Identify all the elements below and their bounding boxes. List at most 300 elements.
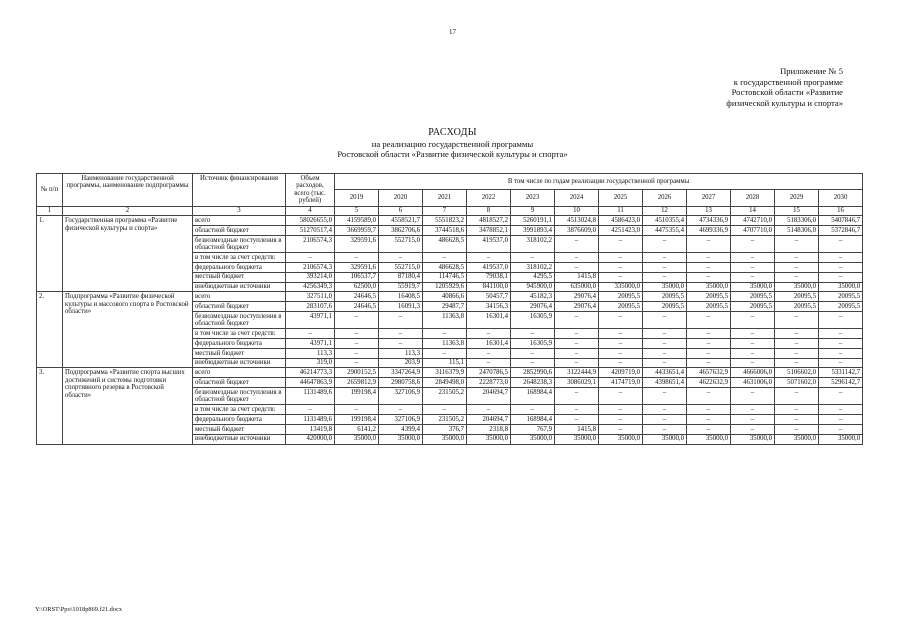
annex-header <box>726 66 843 108</box>
year-value: – <box>335 311 379 328</box>
year-value: – <box>731 339 775 349</box>
year-value: 168984,4 <box>511 415 555 425</box>
year-value: 231505,2 <box>423 388 467 405</box>
year-value: 35000,0 <box>731 434 775 444</box>
column-index: 2 <box>63 206 193 216</box>
years-title-header: В том числе по годам реализации государственной программы <box>335 174 863 190</box>
total-volume: – <box>286 253 335 263</box>
year-value: – <box>731 348 775 358</box>
year-value: – <box>643 253 687 263</box>
total-volume: – <box>286 405 335 415</box>
table-row <box>37 368 863 378</box>
year-value: 5551823,2 <box>423 216 467 226</box>
year-value: 20095,5 <box>775 292 819 302</box>
funding-source: областной бюджет <box>193 378 286 388</box>
year-value: – <box>687 272 731 282</box>
year-value: – <box>819 329 863 339</box>
year-value: – <box>511 348 555 358</box>
column-index: 4 <box>286 206 335 216</box>
year-value: 2659812,9 <box>335 378 379 388</box>
year-value: 5106602,0 <box>775 368 819 378</box>
year-value: 115,1 <box>423 358 467 368</box>
year-value: – <box>335 405 379 415</box>
title-line: Ростовской области «Развитие физической культуры и спорта» <box>337 149 568 160</box>
year-value: – <box>511 329 555 339</box>
total-volume: 51270517,4 <box>286 226 335 236</box>
year-value: – <box>599 329 643 339</box>
year-value: 4174719,0 <box>599 378 643 388</box>
year-value: – <box>467 405 511 415</box>
year-value: – <box>467 253 511 263</box>
year-value: – <box>423 348 467 358</box>
funding-source: в том числе за счет средств: <box>193 253 286 263</box>
year-value: – <box>775 235 819 252</box>
year-value: 29487,7 <box>423 302 467 312</box>
year-value: – <box>599 348 643 358</box>
year-value: – <box>643 311 687 328</box>
year-value: 2648238,3 <box>511 378 555 388</box>
year-value: 16301,4 <box>467 339 511 349</box>
total-volume: 283107,6 <box>286 302 335 312</box>
year-value: 2900152,5 <box>335 368 379 378</box>
year-value: 1415,8 <box>555 272 599 282</box>
year-value: – <box>511 405 555 415</box>
year-value: 35000,0 <box>687 434 731 444</box>
year-value: 11363,8 <box>423 339 467 349</box>
year-value: – <box>379 253 423 263</box>
year-value: 35000,0 <box>819 434 863 444</box>
year-value: – <box>775 311 819 328</box>
year-value: – <box>687 311 731 328</box>
year-value: 24646,5 <box>335 302 379 312</box>
year-value: – <box>731 235 775 252</box>
year-value: – <box>555 311 599 328</box>
year-value: – <box>555 348 599 358</box>
year-header: 2029 <box>775 190 819 206</box>
year-value: 841100,0 <box>467 282 511 292</box>
year-value: – <box>643 358 687 368</box>
year-value: 5071602,0 <box>775 378 819 388</box>
year-value: 4399,4 <box>379 424 423 434</box>
year-value: – <box>819 405 863 415</box>
year-value: 3744518,6 <box>423 226 467 236</box>
col-name-header: Наименование государственной программы, наименование подпрограммы <box>63 174 193 207</box>
year-value: – <box>643 235 687 252</box>
year-value: 113,3 <box>379 348 423 358</box>
year-header: 2021 <box>423 190 467 206</box>
year-value: 329591,6 <box>335 263 379 273</box>
year-value: 114746,5 <box>423 272 467 282</box>
total-volume: 44647863,9 <box>286 378 335 388</box>
total-volume: 1131489,6 <box>286 415 335 425</box>
funding-source: в том числе за счет средств: <box>193 329 286 339</box>
year-value: 3122444,9 <box>555 368 599 378</box>
column-index-row <box>37 206 863 216</box>
program-name: Подпрограмма «Развитие спорта высших достижений и системы подготовки спортивного резерва в Ростовской области» <box>63 368 193 444</box>
year-value: – <box>555 339 599 349</box>
row-number: 1. <box>37 216 63 292</box>
total-volume: 4256349,3 <box>286 282 335 292</box>
year-value: 5372846,7 <box>819 226 863 236</box>
year-value: 4209719,0 <box>599 368 643 378</box>
year-value: – <box>731 424 775 434</box>
total-volume: 43971,1 <box>286 311 335 328</box>
year-value: – <box>555 263 599 273</box>
year-value: 11363,8 <box>423 311 467 328</box>
year-value: – <box>819 311 863 328</box>
funding-source: всего <box>193 292 286 302</box>
year-value: 329591,6 <box>335 235 379 252</box>
total-volume: 58026655,0 <box>286 216 335 226</box>
year-value: – <box>555 253 599 263</box>
year-value: – <box>819 235 863 252</box>
year-value: 168984,4 <box>511 388 555 405</box>
year-value: – <box>423 405 467 415</box>
year-value: 552715,0 <box>379 235 423 252</box>
year-value: – <box>687 415 731 425</box>
year-value: 35000,0 <box>643 434 687 444</box>
year-value: – <box>555 388 599 405</box>
year-value: – <box>555 405 599 415</box>
year-value: – <box>819 339 863 349</box>
funding-source: федерального бюджета <box>193 339 286 349</box>
funding-source: местный бюджет <box>193 424 286 434</box>
funding-source: областной бюджет <box>193 302 286 312</box>
column-index: 3 <box>193 206 286 216</box>
total-volume: 420000,0 <box>286 434 335 444</box>
year-header: 2020 <box>379 190 423 206</box>
year-value: 3347264,9 <box>379 368 423 378</box>
year-value: 20095,5 <box>599 292 643 302</box>
col-source-header: Источник финансирования <box>193 174 286 207</box>
year-value: 419537,0 <box>467 263 511 273</box>
year-value: 35000,0 <box>775 434 819 444</box>
column-index: 13 <box>687 206 731 216</box>
year-value: – <box>423 329 467 339</box>
year-value: 4657632,9 <box>687 368 731 378</box>
year-value: 1415,8 <box>555 424 599 434</box>
year-value: – <box>335 253 379 263</box>
year-value: 419537,0 <box>467 235 511 252</box>
year-value: – <box>599 253 643 263</box>
year-value: 35000,0 <box>555 434 599 444</box>
year-value: – <box>775 329 819 339</box>
year-value: – <box>643 388 687 405</box>
year-value: 5331142,7 <box>819 368 863 378</box>
year-value: – <box>643 405 687 415</box>
year-value: 4631006,0 <box>731 378 775 388</box>
year-value: 376,7 <box>423 424 467 434</box>
year-header: 2023 <box>511 190 555 206</box>
year-header: 2027 <box>687 190 731 206</box>
year-value: 45182,3 <box>511 292 555 302</box>
year-value: – <box>599 415 643 425</box>
year-header: 2019 <box>335 190 379 206</box>
year-value: – <box>687 235 731 252</box>
year-header: 2026 <box>643 190 687 206</box>
funding-source: федерального бюджета <box>193 263 286 273</box>
year-value: 40866,6 <box>423 292 467 302</box>
year-value: 35000,0 <box>599 434 643 444</box>
year-value: – <box>687 405 731 415</box>
year-value: 50457,7 <box>467 292 511 302</box>
funding-source: всего <box>193 368 286 378</box>
total-volume: 1131489,6 <box>286 388 335 405</box>
document-title <box>0 128 905 160</box>
year-value: – <box>775 339 819 349</box>
title-main: РАСХОДЫ <box>428 127 477 138</box>
year-value: 2849498,0 <box>423 378 467 388</box>
year-value: – <box>775 263 819 273</box>
year-value: 2852990,6 <box>511 368 555 378</box>
year-value: – <box>599 263 643 273</box>
year-value: 2318,8 <box>467 424 511 434</box>
row-number: 3. <box>37 368 63 444</box>
year-value: 199198,4 <box>335 415 379 425</box>
column-index: 14 <box>731 206 775 216</box>
column-index: 16 <box>819 206 863 216</box>
year-header: 2022 <box>467 190 511 206</box>
year-value: 35000,0 <box>731 282 775 292</box>
year-value: – <box>775 415 819 425</box>
year-value: 4513024,8 <box>555 216 599 226</box>
year-value: 20095,5 <box>819 302 863 312</box>
total-volume: 319,0 <box>286 358 335 368</box>
year-value: – <box>643 329 687 339</box>
total-volume: 113,3 <box>286 348 335 358</box>
year-value: 4818527,2 <box>467 216 511 226</box>
funding-source: в том числе за счет средств: <box>193 405 286 415</box>
annex-line: физической культуры и спорта» <box>726 97 843 108</box>
year-value: 4510355,4 <box>643 216 687 226</box>
year-value: 318102,2 <box>511 263 555 273</box>
year-value: – <box>555 235 599 252</box>
year-value: 231505,2 <box>423 415 467 425</box>
year-value: – <box>555 329 599 339</box>
funding-source: внебюджетные источники <box>193 358 286 368</box>
year-value: – <box>775 358 819 368</box>
year-value: – <box>599 388 643 405</box>
year-value: 5183306,0 <box>775 216 819 226</box>
year-value: – <box>555 415 599 425</box>
year-value: 635000,0 <box>555 282 599 292</box>
year-value: – <box>511 358 555 368</box>
year-value: – <box>335 358 379 368</box>
year-value: 16301,4 <box>467 311 511 328</box>
total-volume: 2106574,3 <box>286 263 335 273</box>
year-value: – <box>467 358 511 368</box>
year-value: – <box>731 272 775 282</box>
total-volume: 393214,0 <box>286 272 335 282</box>
year-value: – <box>643 424 687 434</box>
year-value: – <box>555 358 599 368</box>
year-value: 4295,5 <box>511 272 555 282</box>
year-value: – <box>775 424 819 434</box>
year-value: – <box>819 272 863 282</box>
year-value: 5148306,0 <box>775 226 819 236</box>
col-volume-header: Объем расходов, всего (тыс. рублей) <box>286 174 335 207</box>
year-value: – <box>643 272 687 282</box>
year-value: 35000,0 <box>467 434 511 444</box>
column-index: 1 <box>37 206 63 216</box>
year-value: 16091,3 <box>379 302 423 312</box>
year-value: 35000,0 <box>423 434 467 444</box>
column-index: 6 <box>379 206 423 216</box>
year-value: – <box>599 358 643 368</box>
year-value: 4707710,0 <box>731 226 775 236</box>
year-value: – <box>643 348 687 358</box>
year-value: 204694,7 <box>467 388 511 405</box>
year-value: – <box>731 388 775 405</box>
year-value: – <box>643 339 687 349</box>
year-value: – <box>731 358 775 368</box>
year-value: 203,9 <box>379 358 423 368</box>
year-value: 486628,5 <box>423 235 467 252</box>
year-value: 5407846,7 <box>819 216 863 226</box>
year-value: 16305,9 <box>511 311 555 328</box>
year-value: – <box>775 405 819 415</box>
year-value: – <box>687 339 731 349</box>
total-volume: 2106574,3 <box>286 235 335 252</box>
year-value: 5296142,7 <box>819 378 863 388</box>
year-value: – <box>379 311 423 328</box>
total-volume: 327511,0 <box>286 292 335 302</box>
year-value: 35000,0 <box>643 282 687 292</box>
year-value: – <box>599 424 643 434</box>
year-header: 2030 <box>819 190 863 206</box>
year-value: – <box>819 348 863 358</box>
year-value: – <box>643 263 687 273</box>
year-value: – <box>379 329 423 339</box>
funding-source: безвозмездные поступления в областной бюджет <box>193 388 286 405</box>
year-value: – <box>335 339 379 349</box>
column-index: 15 <box>775 206 819 216</box>
year-value: 5260191,1 <box>511 216 555 226</box>
funding-source: местный бюджет <box>193 348 286 358</box>
program-name: Подпрограмма «Развитие физической культуры и массового спорта в Ростовской области» <box>63 292 193 368</box>
year-value: 3669959,7 <box>335 226 379 236</box>
year-value: – <box>687 358 731 368</box>
year-value: 29076,4 <box>511 302 555 312</box>
year-value: – <box>687 263 731 273</box>
year-value: – <box>599 272 643 282</box>
year-value: 486628,5 <box>423 263 467 273</box>
year-value: 35000,0 <box>379 434 423 444</box>
row-number: 2. <box>37 292 63 368</box>
column-index: 12 <box>643 206 687 216</box>
year-value: – <box>599 311 643 328</box>
year-header: 2025 <box>599 190 643 206</box>
year-value: 4666006,0 <box>731 368 775 378</box>
program-name: Государственная программа «Развитие физической культуры и спорта» <box>63 216 193 292</box>
year-value: 3086029,1 <box>555 378 599 388</box>
funding-source: внебюджетные источники <box>193 282 286 292</box>
year-value: 199198,4 <box>335 388 379 405</box>
year-value: – <box>819 263 863 273</box>
year-value: 2470786,5 <box>467 368 511 378</box>
year-value: 945900,0 <box>511 282 555 292</box>
year-value: – <box>731 263 775 273</box>
year-value: – <box>775 348 819 358</box>
funding-source: областной бюджет <box>193 226 286 236</box>
year-value: 3116379,9 <box>423 368 467 378</box>
year-value: 4622632,9 <box>687 378 731 388</box>
year-value: 1205929,6 <box>423 282 467 292</box>
year-value: 62500,0 <box>335 282 379 292</box>
year-value: – <box>467 329 511 339</box>
year-value: 20095,5 <box>731 292 775 302</box>
year-value: 3862706,6 <box>379 226 423 236</box>
year-value: – <box>467 348 511 358</box>
column-index: 5 <box>335 206 379 216</box>
year-value: – <box>599 339 643 349</box>
column-index: 8 <box>467 206 511 216</box>
expenses-table <box>36 173 863 445</box>
column-index: 11 <box>599 206 643 216</box>
year-value: 87180,4 <box>379 272 423 282</box>
year-value: 29076,4 <box>555 292 599 302</box>
year-value: – <box>599 235 643 252</box>
table-row <box>37 292 863 302</box>
funding-source: внебюджетные источники <box>193 434 286 444</box>
title-line: на реализацию государственной программы <box>371 138 534 149</box>
year-value: – <box>819 415 863 425</box>
year-value: 4475355,4 <box>643 226 687 236</box>
year-value: – <box>775 388 819 405</box>
year-value: 106537,7 <box>335 272 379 282</box>
year-value: 4699336,9 <box>687 226 731 236</box>
year-value: – <box>731 415 775 425</box>
year-value: – <box>599 405 643 415</box>
col-no-header: № п/п <box>37 174 63 207</box>
page-number: 17 <box>449 28 456 36</box>
year-value: – <box>819 253 863 263</box>
year-value: 35000,0 <box>819 282 863 292</box>
year-value: – <box>335 329 379 339</box>
funding-source: всего <box>193 216 286 226</box>
year-value: – <box>687 424 731 434</box>
year-value: 16408,5 <box>379 292 423 302</box>
year-value: – <box>687 329 731 339</box>
year-value: – <box>687 253 731 263</box>
year-value: 35000,0 <box>511 434 555 444</box>
year-value: 4586423,0 <box>599 216 643 226</box>
year-header: 2024 <box>555 190 599 206</box>
annex-line: Ростовской области «Развитие <box>731 87 843 98</box>
funding-source: безвозмездные поступления в областной бюджет <box>193 311 286 328</box>
year-value: 2980758,6 <box>379 378 423 388</box>
year-value: 29076,4 <box>555 302 599 312</box>
year-value: – <box>335 348 379 358</box>
total-volume: 46214773,3 <box>286 368 335 378</box>
funding-source: федерального бюджета <box>193 415 286 425</box>
year-value: 20095,5 <box>687 302 731 312</box>
total-volume: 13419,8 <box>286 424 335 434</box>
year-value: 318102,2 <box>511 235 555 252</box>
year-value: 35000,0 <box>335 434 379 444</box>
year-value: 20095,5 <box>643 302 687 312</box>
year-value: 24646,5 <box>335 292 379 302</box>
table-row <box>37 216 863 226</box>
column-index: 7 <box>423 206 467 216</box>
year-value: 20095,5 <box>775 302 819 312</box>
year-value: – <box>775 272 819 282</box>
year-value: 20095,5 <box>599 302 643 312</box>
annex-line: к государственной программе <box>733 76 843 87</box>
year-value: 3478852,1 <box>467 226 511 236</box>
year-value: – <box>819 358 863 368</box>
year-value: – <box>511 253 555 263</box>
